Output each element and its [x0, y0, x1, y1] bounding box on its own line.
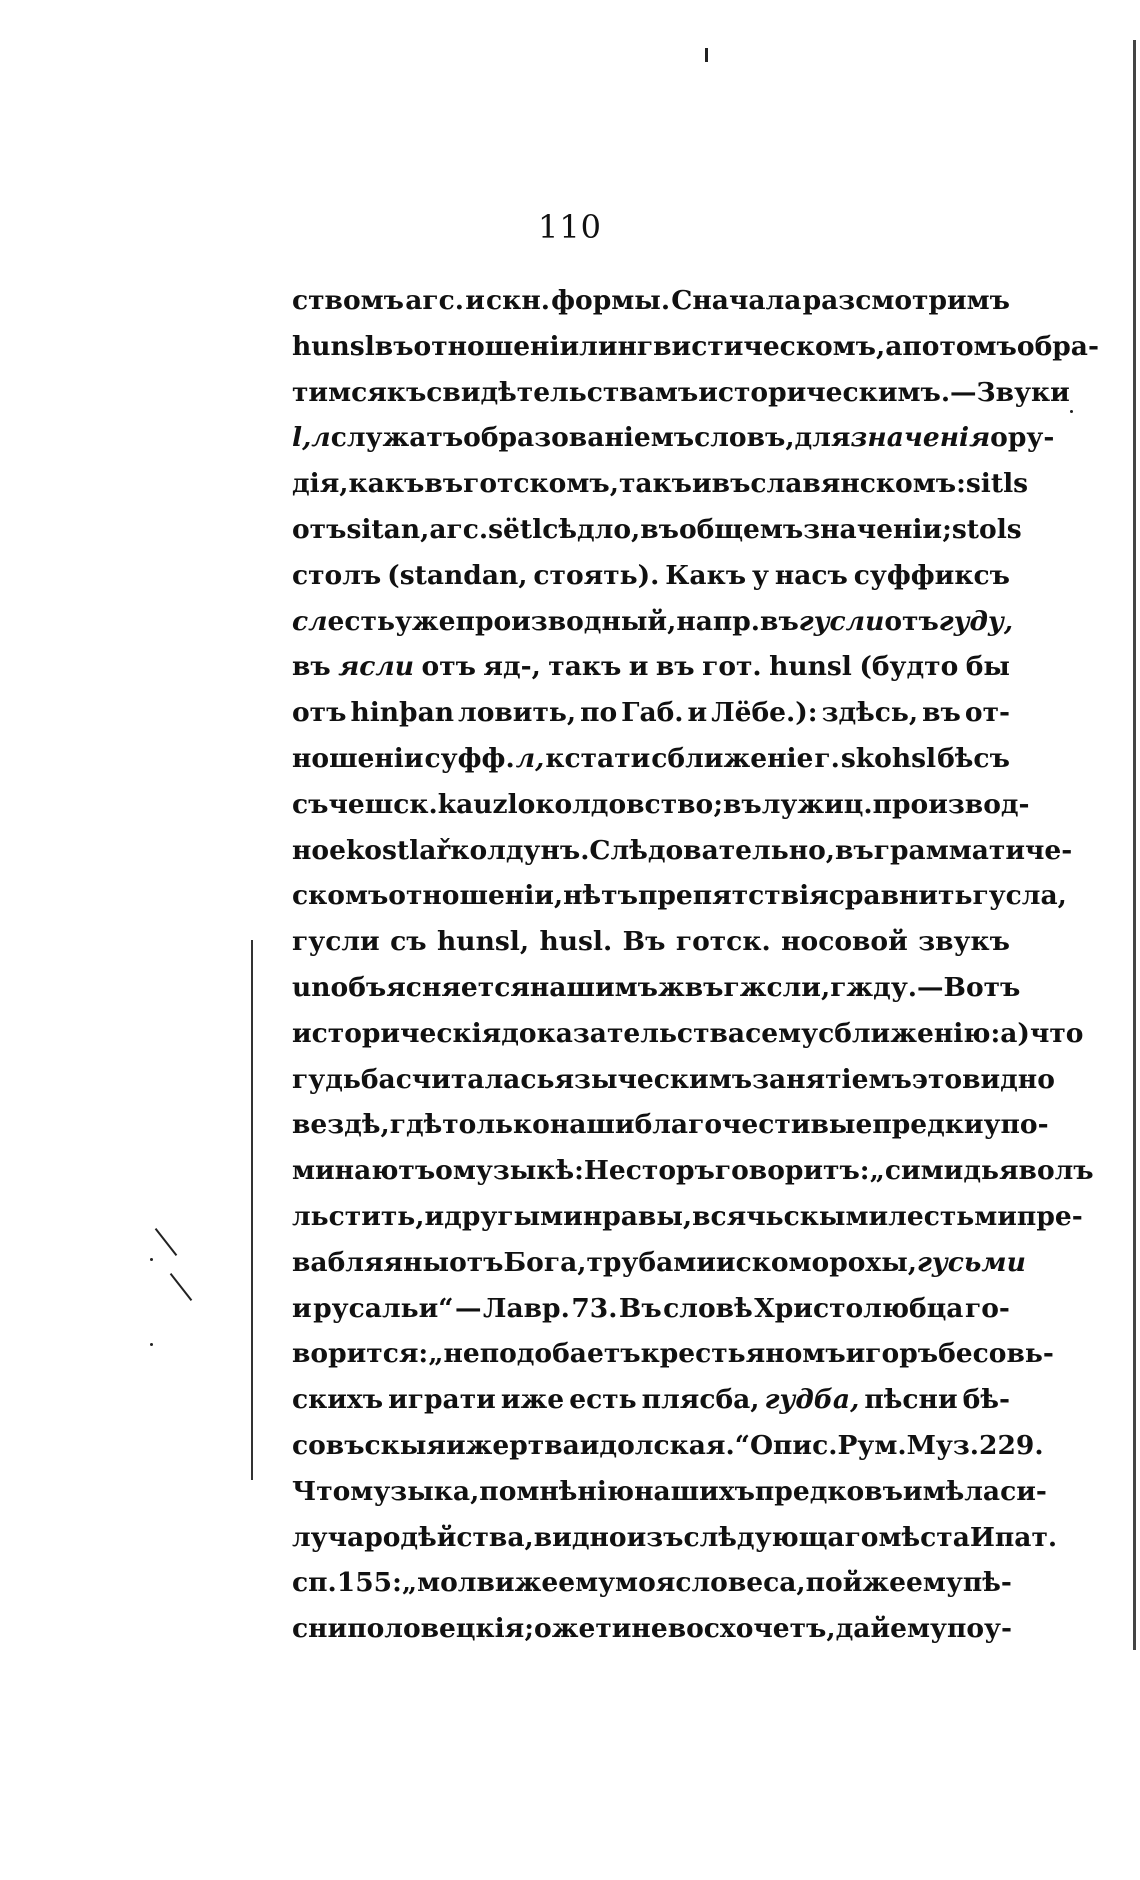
word: въ: [835, 834, 874, 866]
margin-scribble: [170, 1273, 193, 1301]
word: жертва: [465, 1429, 580, 1461]
word: и: [715, 1246, 736, 1278]
word: что: [1029, 1017, 1084, 1049]
word: бесовь-: [938, 1338, 1054, 1370]
word: stols: [951, 513, 1022, 545]
word: моя: [615, 1567, 676, 1599]
word: словеса,: [675, 1567, 806, 1599]
word: упо-: [983, 1109, 1049, 1141]
word: по: [479, 1475, 517, 1507]
word: свидѣтельствамъ: [426, 376, 699, 408]
word: въ: [640, 513, 679, 545]
text-line: [292, 828, 1073, 874]
text-line: [292, 736, 1010, 782]
word: гусли: [292, 926, 380, 958]
word: колдунъ.: [450, 834, 590, 866]
word: дiя,: [292, 468, 349, 500]
word: —: [917, 971, 944, 1003]
word: крестьяномъ: [640, 1338, 846, 1370]
word: словъ,: [694, 422, 795, 454]
word: скихъ: [292, 1384, 384, 1416]
word: мѣста: [878, 1521, 970, 1553]
word: изъ: [626, 1521, 684, 1553]
word: въ: [760, 605, 799, 637]
word: скомъ: [292, 880, 389, 912]
word: трубами: [586, 1246, 716, 1278]
word: си-: [1000, 1475, 1047, 1507]
word: по: [580, 697, 618, 729]
word: разсмотримъ: [802, 285, 1010, 316]
text-line: [292, 1194, 1083, 1240]
text-line: [292, 873, 1067, 919]
word: къ: [386, 376, 427, 408]
word: словѣ: [663, 1292, 753, 1324]
word: вездѣ,: [292, 1109, 390, 1141]
word: нашихъ: [634, 1475, 755, 1507]
word: гудьба: [292, 1063, 396, 1095]
word: от-: [964, 697, 1010, 729]
word: лу: [292, 1521, 328, 1553]
word: же: [514, 1567, 559, 1599]
word: значенiя: [850, 422, 991, 454]
word: музыка,: [350, 1475, 480, 1507]
word: сему: [745, 1017, 819, 1049]
word: гуду,: [938, 605, 1014, 637]
word: сближенiю:: [818, 1017, 1001, 1049]
word: (standan,: [387, 559, 528, 591]
word: въ: [292, 651, 331, 683]
word: дай: [835, 1613, 891, 1645]
word: —: [950, 376, 977, 408]
word: нѣтъ: [563, 880, 638, 912]
word: идолская.“: [579, 1429, 750, 1461]
text-line: [292, 599, 1014, 645]
word: „не: [428, 1338, 480, 1370]
word: агс.: [429, 513, 489, 545]
word: въ: [424, 468, 464, 500]
word: видно: [533, 1521, 627, 1553]
word: ти: [595, 1613, 632, 1645]
word: русальи“: [313, 1292, 454, 1324]
word: гусла,: [972, 880, 1067, 912]
page-edge-line: [1133, 40, 1136, 1650]
word: препятствiя: [637, 880, 829, 912]
word: наши: [549, 1109, 635, 1141]
margin-speck: [1070, 410, 1073, 413]
word: считалась: [395, 1063, 555, 1095]
word: стоять).: [533, 559, 660, 591]
word: не: [631, 1613, 668, 1645]
word: бы: [965, 651, 1010, 683]
word: Габ.: [621, 697, 684, 729]
word: ору-: [990, 422, 1055, 454]
text-line: [292, 1423, 1044, 1469]
word: играти: [388, 1384, 496, 1416]
word: готскомъ,: [463, 468, 619, 500]
word: Опис.: [749, 1429, 838, 1461]
word: hinþan: [350, 697, 455, 729]
word: столъ: [292, 559, 382, 591]
word: Лавр.: [483, 1292, 570, 1324]
word: доказательства: [501, 1017, 746, 1049]
word: яд-,: [483, 651, 541, 683]
word: hunsl,: [437, 926, 530, 958]
word: Рум.: [837, 1429, 907, 1461]
text-line: [292, 1331, 1054, 1377]
text-line: [292, 1286, 1010, 1332]
word: l,: [292, 422, 312, 454]
word: отъ: [449, 1246, 504, 1278]
word: ношенiи: [292, 742, 424, 774]
word: слѣдующаго: [683, 1521, 879, 1553]
word: Слѣдовательно,: [589, 834, 835, 866]
word: о: [435, 1155, 453, 1187]
word: сл: [292, 605, 328, 637]
word: сѣдло,: [542, 513, 641, 545]
word: служатъ: [330, 422, 464, 454]
word: восхочетъ,: [667, 1613, 836, 1645]
word: нравы,: [582, 1200, 693, 1232]
word: имѣла: [902, 1475, 1001, 1507]
word: kauzlo: [437, 788, 536, 820]
word: это: [911, 1063, 963, 1095]
word: ворится:: [292, 1338, 429, 1370]
word: Бога,: [503, 1246, 587, 1278]
word: производ-: [872, 788, 1030, 820]
word: же: [862, 1567, 906, 1599]
word: въ: [655, 651, 695, 683]
word: Муз.: [906, 1429, 980, 1461]
text-line: [292, 1469, 1047, 1515]
word: общемъ: [678, 513, 804, 545]
word: sëtl: [488, 513, 543, 545]
word: 73.: [571, 1292, 618, 1324]
word: славянскомъ:: [750, 468, 966, 500]
word: и: [445, 1429, 466, 1461]
word: ясли: [338, 651, 415, 683]
word: пѣсни: [864, 1384, 958, 1416]
word: значенiи;: [803, 513, 952, 545]
word: ное: [292, 834, 346, 866]
word: видно: [962, 1063, 1055, 1095]
word: и: [292, 1292, 312, 1324]
word: минаютъ: [292, 1155, 436, 1187]
word: объясняется: [330, 971, 530, 1003]
word: другыми: [444, 1200, 583, 1232]
word: kostlař: [345, 834, 451, 866]
word: совъскыя: [292, 1429, 446, 1461]
word: колдовство;: [535, 788, 723, 820]
word: и: [692, 468, 712, 500]
word: образованiемъ: [463, 422, 695, 454]
word: половецкiя;: [347, 1613, 535, 1645]
word: гусьми: [917, 1246, 1026, 1278]
text-line: [292, 1377, 1010, 1423]
word: сближенiе: [651, 742, 814, 774]
text-line: [292, 782, 1030, 828]
word: такъ: [618, 468, 692, 500]
body-text: [292, 278, 1099, 1652]
word: ж: [657, 971, 685, 1003]
word: поу-: [946, 1613, 1013, 1645]
text-line: [292, 1011, 1084, 1057]
text-line: [292, 461, 1029, 507]
word: и: [465, 285, 485, 316]
margin-speck: [150, 1343, 153, 1346]
word: а): [1000, 1017, 1030, 1049]
word: лингвистическомъ,: [579, 330, 886, 362]
text-line: [292, 1240, 1026, 1286]
text-line: [292, 553, 1010, 599]
word: —: [455, 1292, 482, 1324]
word: скоморохы,: [735, 1246, 918, 1278]
word: пой: [805, 1567, 863, 1599]
word: плясба,: [641, 1384, 760, 1416]
word: игоръ: [845, 1338, 939, 1370]
word: всячьскыми: [692, 1200, 889, 1232]
word: производный,: [455, 605, 677, 637]
word: sitan,: [346, 513, 430, 545]
word: отношенiи,: [388, 880, 564, 912]
word: звукъ: [918, 926, 1010, 958]
word: Въ: [618, 1292, 662, 1324]
word: лужиц.: [761, 788, 873, 820]
text-line: [292, 1606, 1013, 1652]
word: кстати: [545, 742, 651, 774]
word: какъ: [348, 468, 425, 500]
word: въ: [723, 788, 762, 820]
word: и: [424, 1200, 445, 1232]
word: пре-: [1016, 1200, 1083, 1232]
word: Христолюбца: [754, 1292, 964, 1324]
text-line: [292, 919, 1010, 965]
word: л: [311, 422, 331, 454]
word: Въ: [622, 926, 666, 958]
word: историческiя: [292, 1017, 502, 1049]
word: го-: [964, 1292, 1010, 1324]
word: чешск.: [328, 788, 438, 820]
text-line: [292, 415, 1055, 461]
word: подобаетъ: [479, 1338, 641, 1370]
word: иже: [500, 1384, 565, 1416]
word: готск.: [675, 926, 771, 958]
word: въ: [711, 468, 751, 500]
word: „сими: [869, 1155, 964, 1187]
word: тимся: [292, 376, 387, 408]
word: Ипат.: [969, 1521, 1058, 1553]
word: сравнить: [828, 880, 973, 912]
margin-line: [251, 940, 253, 1480]
word: формы.: [551, 285, 671, 316]
word: л,: [515, 742, 545, 774]
word: мнѣнiю: [516, 1475, 635, 1507]
word: носовой: [781, 926, 908, 958]
word: съ: [292, 788, 329, 820]
word: благочестивые: [634, 1109, 873, 1141]
word: сп.: [292, 1567, 337, 1599]
word: 155:: [336, 1567, 402, 1599]
word: гжду.: [830, 971, 918, 1003]
word: бѣсъ: [937, 742, 1010, 774]
word: отъ: [292, 513, 347, 545]
margin-scribble: [155, 1228, 178, 1256]
word: ствомъ: [292, 285, 404, 316]
word: „молви: [401, 1567, 515, 1599]
word: суффиксъ: [853, 559, 1010, 591]
word: агс.: [405, 285, 464, 316]
word: льстить,: [292, 1200, 425, 1232]
word: и: [628, 651, 649, 683]
word: гудба,: [764, 1384, 860, 1416]
word: skohsl: [840, 742, 937, 774]
word: обра-: [1016, 330, 1099, 362]
text-line: [292, 644, 1010, 690]
word: оже: [534, 1613, 596, 1645]
word: вабляя: [292, 1246, 404, 1278]
margin-speck: [150, 1258, 153, 1261]
word: ему: [906, 1567, 963, 1599]
word: занятiемъ: [752, 1063, 912, 1095]
word: есть: [569, 1384, 637, 1416]
word: гжсли,: [723, 971, 831, 1003]
word: гот.: [702, 651, 762, 683]
page-number: 110: [537, 208, 603, 246]
text-line: [292, 278, 1010, 324]
word: насъ: [774, 559, 848, 591]
word: сни: [292, 1613, 348, 1645]
word: Несторъ: [583, 1155, 715, 1187]
word: музыкѣ:: [452, 1155, 584, 1187]
word: потомъ: [902, 330, 1017, 362]
word: гусли: [798, 605, 885, 637]
word: ловить,: [458, 697, 577, 729]
word: уже: [394, 605, 456, 637]
text-line: [292, 1102, 1049, 1148]
word: (будто: [859, 651, 959, 683]
text-line: [292, 324, 1099, 370]
word: у: [751, 559, 769, 591]
word: суфф.: [424, 742, 515, 774]
word: отношенiи: [413, 330, 580, 362]
word: 229.: [979, 1429, 1044, 1461]
text-line: [292, 1148, 1094, 1194]
word: отъ: [292, 697, 347, 729]
text-line: [292, 1560, 1010, 1606]
text-line: [292, 965, 1021, 1011]
word: г.: [814, 742, 840, 774]
word: отъ: [884, 605, 939, 637]
word: sitls: [965, 468, 1029, 500]
word: предковъ: [754, 1475, 903, 1507]
word: скн.: [486, 285, 550, 316]
word: въ: [922, 697, 961, 729]
word: историческимъ.: [698, 376, 951, 408]
word: предки: [872, 1109, 984, 1141]
word: напр.: [676, 605, 761, 637]
word: un: [292, 971, 331, 1003]
word: нашимъ: [529, 971, 658, 1003]
word: чародѣйства,: [327, 1521, 534, 1553]
word: бѣ-: [962, 1384, 1010, 1416]
text-line: [292, 1057, 1055, 1103]
word: Лёбе.):: [711, 697, 818, 729]
word: есть: [327, 605, 395, 637]
word: въ: [684, 971, 724, 1003]
word: лестьми: [888, 1200, 1017, 1232]
word: Звуки: [976, 376, 1070, 408]
text-line: [292, 690, 1010, 736]
word: Какъ: [665, 559, 747, 591]
word: а: [885, 330, 903, 362]
word: грамматичe-: [873, 834, 1073, 866]
word: husl.: [539, 926, 613, 958]
word: говоритъ:: [714, 1155, 870, 1187]
word: съ: [390, 926, 427, 958]
text-line: [292, 507, 1022, 553]
word: такъ: [548, 651, 622, 683]
word: и: [687, 697, 708, 729]
word: отъ: [421, 651, 476, 683]
word: hunsl: [292, 330, 375, 362]
word: Вотъ: [943, 971, 1021, 1003]
word: въ: [374, 330, 414, 362]
word: для: [794, 422, 851, 454]
word: дьяволъ: [963, 1155, 1094, 1187]
text-line: [292, 370, 1070, 416]
word: ему: [890, 1613, 947, 1645]
text-line: [292, 1515, 1058, 1561]
word: hunsl: [769, 651, 852, 683]
word: ны: [403, 1246, 450, 1278]
word: Что: [292, 1475, 351, 1507]
word: пѣ-: [962, 1567, 1012, 1599]
word: ему: [558, 1567, 616, 1599]
word: здѣсь,: [821, 697, 919, 729]
word: Сначала: [671, 285, 802, 316]
scan-mark: [705, 48, 708, 62]
word: гдѣ: [389, 1109, 443, 1141]
word: только: [442, 1109, 550, 1141]
word: языческимъ: [554, 1063, 753, 1095]
